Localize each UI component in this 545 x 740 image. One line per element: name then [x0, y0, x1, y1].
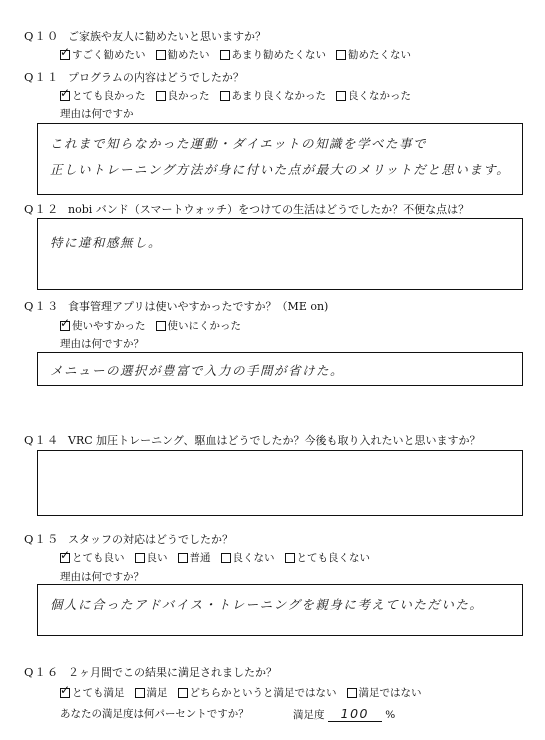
q16-options	[60, 685, 422, 700]
q14-answer-box[interactable]	[37, 450, 523, 516]
q15-question: スタッフの対応はどうでしたか？	[68, 533, 233, 546]
checkbox-icon[interactable]	[60, 50, 70, 60]
q13-answer: メニューの選択が豊富で入力の手間が省けた。	[50, 363, 345, 378]
q11-option-3[interactable]: 良くなかった	[336, 88, 411, 103]
q12-question: nobi バンド（スマートウォッチ）をつけての生活はどうでしたか？不便な点は？	[68, 203, 470, 216]
checkbox-icon[interactable]	[178, 688, 188, 698]
checkbox-icon[interactable]	[156, 321, 166, 331]
checkbox-icon[interactable]	[135, 688, 145, 698]
q16-percent-unit: %	[385, 709, 396, 721]
q10-question: ご家族や友人に勧めたいと思いますか？	[68, 30, 266, 43]
q15-option-1[interactable]: 良い	[135, 550, 168, 565]
checkbox-icon[interactable]	[135, 553, 145, 563]
q16-option-2[interactable]: どちらかというと満足ではない	[178, 685, 337, 700]
q15-option-3[interactable]: 良くない	[221, 550, 275, 565]
q13-reason-label: 理由は何ですか？	[60, 338, 144, 350]
checkbox-icon[interactable]	[60, 553, 70, 563]
q10-option-0[interactable]: ✓ すごく勧めたい	[60, 47, 146, 62]
q16-option-3[interactable]: 満足ではない	[347, 685, 422, 700]
q13-number: Q１３	[24, 299, 60, 313]
q15-option-0[interactable]: ✓ とても良い	[60, 550, 125, 565]
q11-option-2[interactable]: あまり良くなかった	[220, 88, 327, 103]
q11-option-0[interactable]: ✓ とても良かった	[60, 88, 146, 103]
q11-reason-label: 理由は何ですか	[60, 108, 134, 120]
checkbox-icon[interactable]	[156, 91, 166, 101]
q14-question: VRC 加圧トレーニング、駆血はどうでしたか？今後も取り入れたいと思いますか？	[68, 434, 481, 447]
checkbox-icon[interactable]	[60, 688, 70, 698]
q12-answer-box[interactable]	[37, 218, 523, 290]
q13-answer-box[interactable]	[37, 352, 523, 386]
q11-answer-line-1: これまで知らなかった運動・ダイエットの知識を学べた事で	[50, 136, 428, 151]
q16-percent-value[interactable]: 100	[328, 706, 382, 722]
q15-number: Q１５	[24, 532, 60, 546]
checkbox-icon[interactable]	[221, 553, 231, 563]
q14-number: Q１４	[24, 433, 60, 447]
q12-number: Q１２	[24, 202, 60, 216]
checkbox-icon[interactable]	[220, 50, 230, 60]
q13-option-1[interactable]: 使いにくかった	[156, 318, 242, 333]
q10-option-1[interactable]: 勧めたい	[156, 47, 210, 62]
checkbox-icon[interactable]	[60, 321, 70, 331]
q15-answer: 個人に合ったアドバイス・トレーニングを親身に考えていただいた。	[50, 597, 484, 612]
q15-options	[60, 550, 370, 565]
q10-option-3[interactable]: 勧めたくない	[336, 47, 411, 62]
checkbox-icon[interactable]	[336, 91, 346, 101]
q16-question: ２ヶ月間でこの結果に満足されましたか？	[68, 666, 277, 679]
q13-options	[60, 318, 241, 333]
q11-options	[60, 88, 411, 103]
q15-answer-box[interactable]	[37, 584, 523, 636]
q15-reason-label: 理由は何ですか？	[60, 571, 144, 583]
q16-number: Q１６	[24, 665, 60, 679]
checkbox-icon[interactable]	[220, 91, 230, 101]
q16-percent-label: 満足度	[293, 709, 325, 721]
q12-answer: 特に違和感無し。	[50, 235, 163, 250]
q10-options	[60, 47, 411, 62]
q11-option-1[interactable]: 良かった	[156, 88, 210, 103]
q15-option-2[interactable]: 普通	[178, 550, 211, 565]
q11-question: プログラムの内容はどうでしたか？	[68, 71, 244, 84]
q10-option-2[interactable]: あまり勧めたくない	[220, 47, 327, 62]
q16-percent-question: あなたの満足度は何パーセントですか？	[60, 708, 249, 720]
checkbox-icon[interactable]	[178, 553, 188, 563]
checkbox-icon[interactable]	[336, 50, 346, 60]
q16-percent-field	[293, 706, 395, 722]
checkbox-icon[interactable]	[285, 553, 295, 563]
checkbox-icon[interactable]	[156, 50, 166, 60]
q16-option-1[interactable]: 満足	[135, 685, 168, 700]
q13-question: 食事管理アプリは使いやすかったですか？（ME on)	[68, 300, 329, 313]
q10-number: Q１０	[24, 29, 60, 43]
q11-answer-line-2: 正しいトレーニング方法が身に付いた点が最大のメリットだと思います。	[50, 162, 511, 177]
checkbox-icon[interactable]	[60, 91, 70, 101]
q16-option-0[interactable]: ✓ とても満足	[60, 685, 125, 700]
q11-answer-box[interactable]	[37, 123, 523, 195]
checkbox-icon[interactable]	[347, 688, 357, 698]
q11-number: Q１１	[24, 70, 60, 84]
q15-option-4[interactable]: とても良くない	[285, 550, 371, 565]
q13-option-0[interactable]: ✓ 使いやすかった	[60, 318, 146, 333]
